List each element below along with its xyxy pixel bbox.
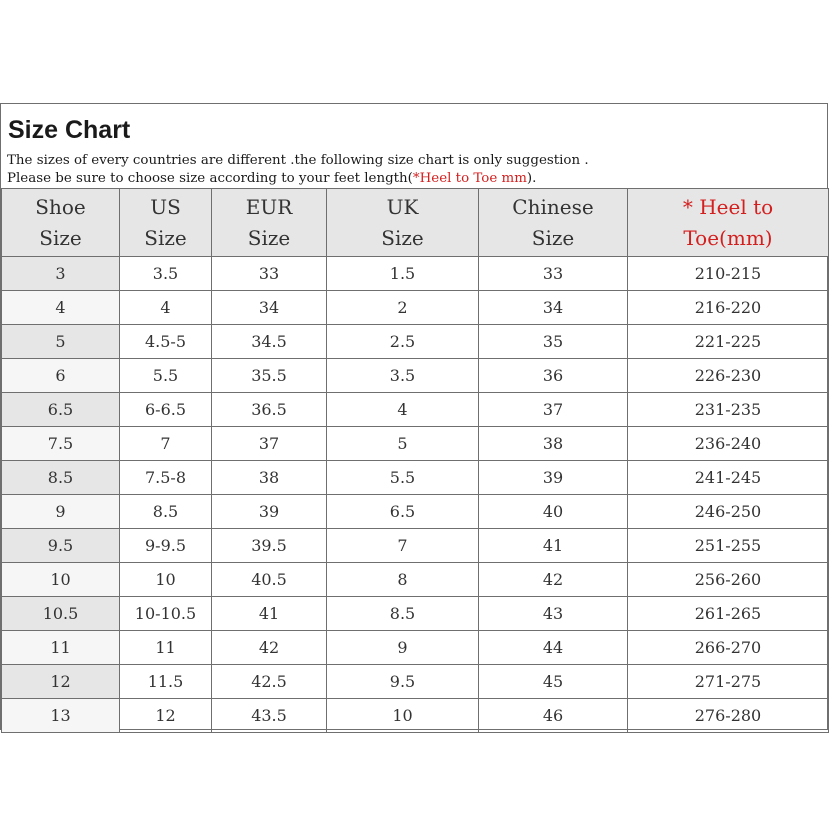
size-chart-panel [0, 103, 828, 730]
cell-eur-size: 37 [212, 427, 327, 461]
cell-shoe-size: 6 [2, 359, 120, 393]
cell-chinese-size: 36 [479, 359, 628, 393]
cell-uk-size: 8.5 [327, 597, 479, 631]
cell-chinese-size: 40 [479, 495, 628, 529]
cell-eur-size: 41 [212, 597, 327, 631]
table-row [2, 427, 829, 461]
cell-shoe-size: 5 [2, 325, 120, 359]
cell-heel-to-toe: 246-250 [628, 495, 829, 529]
table-row [2, 665, 829, 699]
cell-eur-size: 39 [212, 495, 327, 529]
page-title: Size Chart [8, 116, 131, 144]
cell-shoe-size: 6.5 [2, 393, 120, 427]
cell-heel-to-toe: 216-220 [628, 291, 829, 325]
cell-chinese-size: 39 [479, 461, 628, 495]
cell-chinese-size: 35 [479, 325, 628, 359]
cell-shoe-size: 9.5 [2, 529, 120, 563]
header-heel-to-toe: * Heel to Toe(mm) [628, 189, 829, 257]
cell-chinese-size: 42 [479, 563, 628, 597]
table-row [2, 631, 829, 665]
size-table [1, 188, 829, 733]
cell-uk-size: 2.5 [327, 325, 479, 359]
cell-us-size: 6-6.5 [120, 393, 212, 427]
size-note-prefix: Please be sure to choose size according to your feet length( [7, 171, 413, 186]
cell-uk-size: 3.5 [327, 359, 479, 393]
table-row [2, 257, 829, 291]
cell-chinese-size: 43 [479, 597, 628, 631]
cell-heel-to-toe: 251-255 [628, 529, 829, 563]
cell-uk-size: 9 [327, 631, 479, 665]
cell-us-size: 7 [120, 427, 212, 461]
cell-us-size: 5.5 [120, 359, 212, 393]
cell-uk-size: 5 [327, 427, 479, 461]
cell-us-size: 11 [120, 631, 212, 665]
cell-chinese-size: 38 [479, 427, 628, 461]
table-row [2, 393, 829, 427]
cell-us-size: 3.5 [120, 257, 212, 291]
cell-uk-size: 7 [327, 529, 479, 563]
cell-us-size: 9-9.5 [120, 529, 212, 563]
header-us-size: US Size [120, 189, 212, 257]
cell-uk-size: 8 [327, 563, 479, 597]
cell-us-size: 4.5-5 [120, 325, 212, 359]
cell-chinese-size: 41 [479, 529, 628, 563]
cell-shoe-size: 11 [2, 631, 120, 665]
cell-uk-size: 5.5 [327, 461, 479, 495]
size-note-line-2 [7, 170, 536, 187]
table-header-row [2, 189, 829, 257]
cell-heel-to-toe: 210-215 [628, 257, 829, 291]
cell-shoe-size: 12 [2, 665, 120, 699]
cell-us-size: 10 [120, 563, 212, 597]
cell-uk-size: 9.5 [327, 665, 479, 699]
cell-heel-to-toe: 276-280 [628, 699, 829, 733]
size-note-line-1: The sizes of every countries are different .the following size chart is only suggestion . [7, 153, 589, 168]
header-chinese-size: Chinese Size [479, 189, 628, 257]
cell-uk-size: 10 [327, 699, 479, 733]
cell-us-size: 10-10.5 [120, 597, 212, 631]
cell-eur-size: 35.5 [212, 359, 327, 393]
cell-uk-size: 2 [327, 291, 479, 325]
cell-heel-to-toe: 226-230 [628, 359, 829, 393]
cell-chinese-size: 45 [479, 665, 628, 699]
cell-chinese-size: 33 [479, 257, 628, 291]
cell-chinese-size: 44 [479, 631, 628, 665]
cell-uk-size: 4 [327, 393, 479, 427]
cell-heel-to-toe: 266-270 [628, 631, 829, 665]
table-body [2, 257, 829, 733]
header-eur-size: EUR Size [212, 189, 327, 257]
header-uk-size: UK Size [327, 189, 479, 257]
cell-uk-size: 6.5 [327, 495, 479, 529]
cell-shoe-size: 7.5 [2, 427, 120, 461]
cell-eur-size: 39.5 [212, 529, 327, 563]
table-row [2, 495, 829, 529]
cell-eur-size: 33 [212, 257, 327, 291]
cell-us-size: 11.5 [120, 665, 212, 699]
cell-eur-size: 38 [212, 461, 327, 495]
cell-us-size: 12 [120, 699, 212, 733]
cell-eur-size: 34 [212, 291, 327, 325]
heel-to-toe-note: *Heel to Toe mm [412, 171, 527, 186]
cell-heel-to-toe: 261-265 [628, 597, 829, 631]
cell-shoe-size: 8.5 [2, 461, 120, 495]
cell-us-size: 7.5-8 [120, 461, 212, 495]
cell-eur-size: 43.5 [212, 699, 327, 733]
cell-us-size: 4 [120, 291, 212, 325]
table-row [2, 597, 829, 631]
table-row [2, 563, 829, 597]
cell-heel-to-toe: 271-275 [628, 665, 829, 699]
cell-eur-size: 42.5 [212, 665, 327, 699]
cell-shoe-size: 13 [2, 699, 120, 733]
cell-eur-size: 40.5 [212, 563, 327, 597]
cell-us-size: 8.5 [120, 495, 212, 529]
size-note-suffix: ). [526, 171, 537, 186]
cell-chinese-size: 46 [479, 699, 628, 733]
cell-heel-to-toe: 236-240 [628, 427, 829, 461]
table-row [2, 461, 829, 495]
cell-shoe-size: 3 [2, 257, 120, 291]
cell-eur-size: 42 [212, 631, 327, 665]
table-row [2, 291, 829, 325]
table-row [2, 699, 829, 733]
cell-uk-size: 1.5 [327, 257, 479, 291]
cell-shoe-size: 10 [2, 563, 120, 597]
cell-heel-to-toe: 231-235 [628, 393, 829, 427]
cell-eur-size: 36.5 [212, 393, 327, 427]
cell-heel-to-toe: 221-225 [628, 325, 829, 359]
table-row [2, 529, 829, 563]
header-shoe-size: Shoe Size [2, 189, 120, 257]
cell-chinese-size: 34 [479, 291, 628, 325]
table-row [2, 325, 829, 359]
cell-eur-size: 34.5 [212, 325, 327, 359]
cell-heel-to-toe: 256-260 [628, 563, 829, 597]
cell-shoe-size: 10.5 [2, 597, 120, 631]
cell-shoe-size: 9 [2, 495, 120, 529]
cell-shoe-size: 4 [2, 291, 120, 325]
cell-heel-to-toe: 241-245 [628, 461, 829, 495]
table-row [2, 359, 829, 393]
cell-chinese-size: 37 [479, 393, 628, 427]
